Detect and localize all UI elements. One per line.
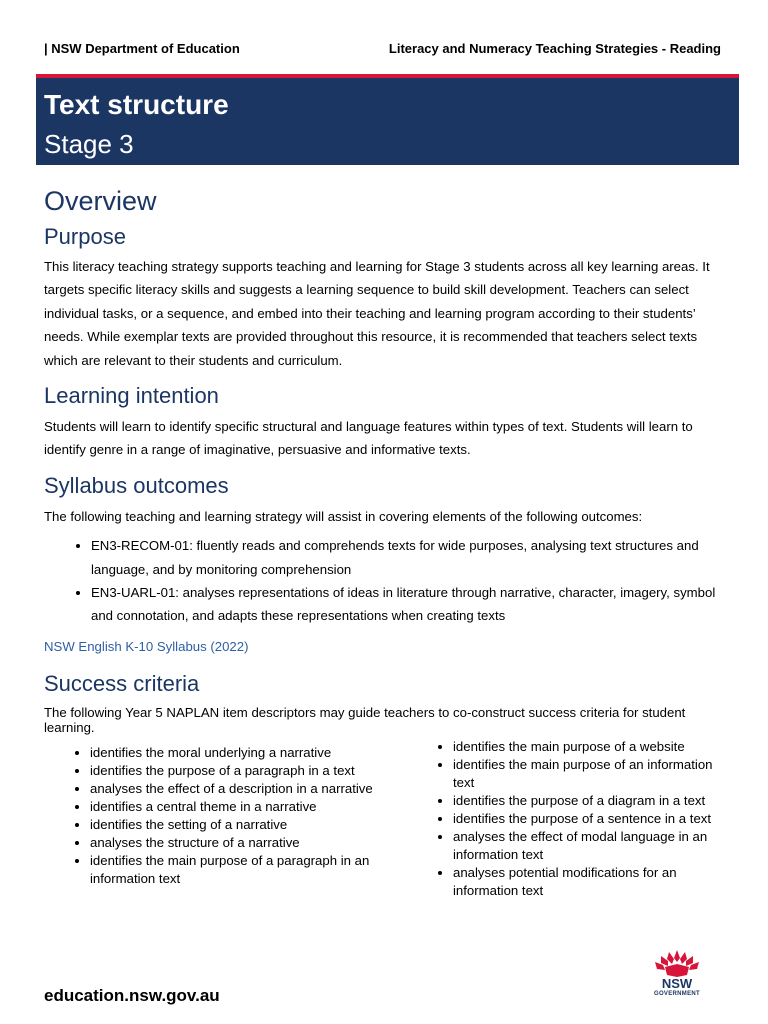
header-department: | NSW Department of Education [44, 41, 240, 56]
list-item: • identifies the purpose of a paragraph in a text [90, 762, 374, 780]
learning-intention-heading: Learning intention [44, 383, 219, 409]
page-header [44, 41, 721, 59]
success-criteria-intro: The following Year 5 NAPLAN item descriptors may guide teachers to co-construct success criteria for student learning. [44, 704, 686, 736]
list-item: • identifies the main purpose of an information text [453, 756, 737, 792]
list-item: • analyses the effect of modal language in an information text [453, 828, 737, 864]
list-item: • analyses the effect of a description in a narrative [90, 780, 374, 798]
footer-website[interactable]: education.nsw.gov.au [44, 986, 220, 1005]
syllabus-link[interactable]: NSW English K-10 Syllabus (2022) [44, 638, 249, 654]
list-item: • identifies the main purpose of a website [453, 738, 737, 756]
list-item: • identifies the setting of a narrative [90, 816, 374, 834]
main-content [44, 182, 729, 938]
page-title: Text structure [44, 89, 229, 120]
list-item: • identifies the purpose of a sentence in a text [453, 810, 737, 828]
learning-intention-text: Students will learn to identify specific structural and language features within types of text. Students will learn to identify genre in a range of imaginative, persuasive and informative texts. [44, 419, 693, 458]
success-criteria-left-list [44, 744, 374, 888]
waratah-icon [649, 948, 705, 978]
success-criteria-heading: Success criteria [44, 670, 200, 696]
nsw-government-logo [649, 948, 705, 1006]
list-item: • identifies the purpose of a diagram in a text [453, 792, 737, 810]
header-document-title: Literacy and Numeracy Teaching Strategies - Reading [388, 41, 721, 56]
syllabus-outcomes-list [44, 534, 729, 628]
success-criteria-right-list [407, 738, 737, 900]
purpose-heading: Purpose [44, 224, 126, 249]
list-item: • analyses potential modifications for an information text [453, 864, 737, 900]
overview-heading: Overview [44, 186, 157, 216]
list-item: • identifies the main purpose of a paragraph in an information text [90, 852, 374, 888]
logo-government-text: GOVERNMENT [653, 991, 700, 997]
list-item: • identifies the moral underlying a narrative [90, 744, 374, 762]
list-item: • EN3-RECOM-01: fluently reads and comprehends texts for wide purposes, analysing text structures and language, and by monitoring comprehension [91, 534, 729, 581]
success-criteria-columns [44, 738, 729, 938]
purpose-text: This literacy teaching strategy supports teaching and learning for Stage 3 students across all key learning areas. It targets specific literacy skills and suggests a learning sequence to build skill development. Teachers can select individual tasks, or a sequence, and embed into their teaching and learning program according to their students’ needs. While exemplar texts are provided throughout this resource, it is recommended that teachers select texts which are relevant to their students and curriculum. [44, 259, 710, 368]
page-subtitle: Stage 3 [44, 129, 134, 159]
syllabus-outcomes-intro: The following teaching and learning strategy will assist in covering elements of the following outcomes: [44, 508, 643, 524]
list-item: • identifies a central theme in a narrative [90, 798, 374, 816]
success-criteria-right-column [407, 738, 737, 900]
list-item: • analyses the structure of a narrative [90, 834, 374, 852]
success-criteria-left-column [44, 744, 374, 888]
list-item: • EN3-UARL-01: analyses representations of ideas in literature through narrative, character, imagery, symbol and connotation, and adapts these representations when creating texts [91, 581, 729, 628]
syllabus-outcomes-heading: Syllabus outcomes [44, 472, 229, 498]
logo-nsw-text: NSW [661, 976, 693, 991]
title-banner [36, 74, 739, 165]
